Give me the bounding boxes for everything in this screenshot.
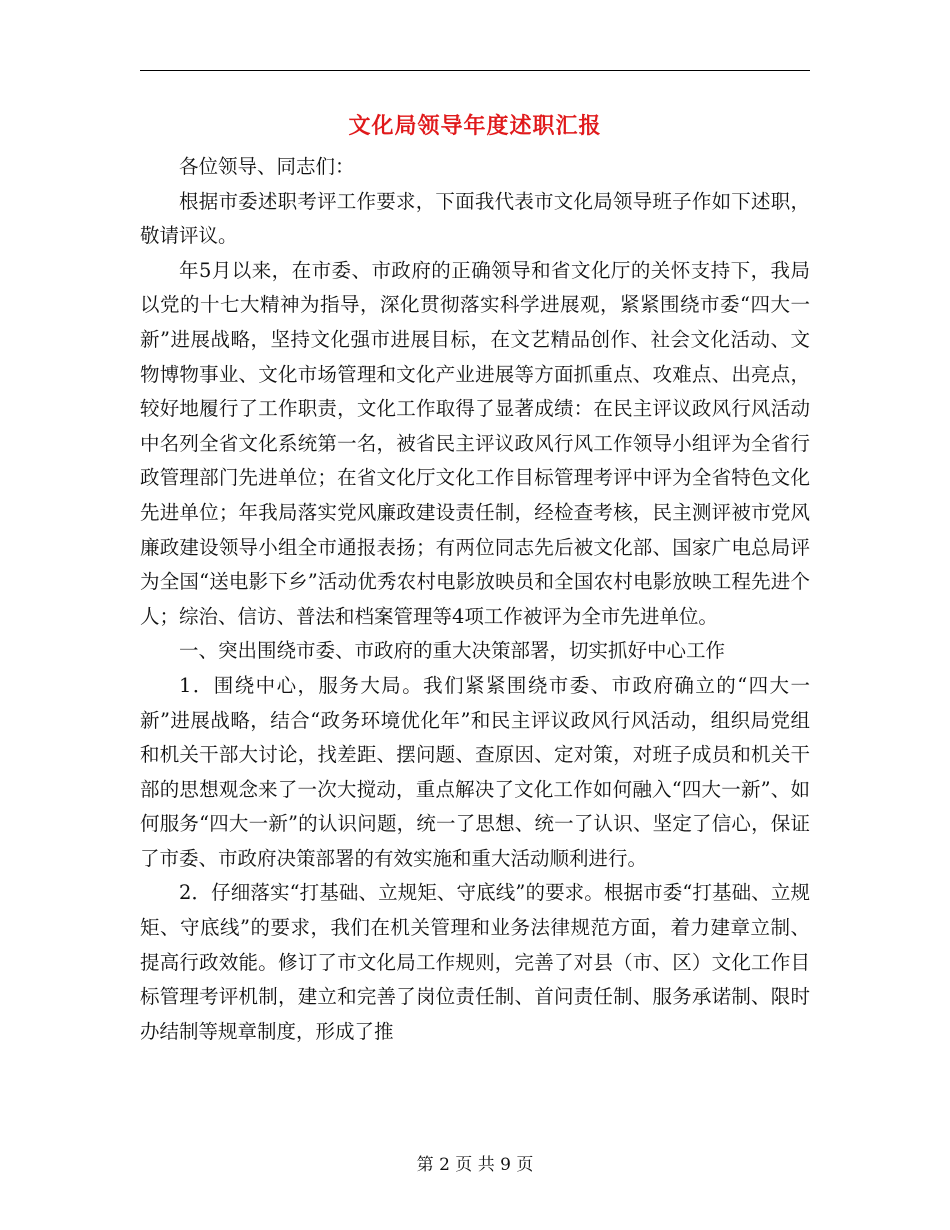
paragraph-intro: 根据市委述职考评工作要求，下面我代表市文化局领导班子作如下述职，敬请评议。 xyxy=(140,189,810,248)
header-rule xyxy=(140,70,810,71)
paragraph-salutation: 各位领导、同志们： xyxy=(179,155,355,178)
paragraph-item-1: 1．围绕中心，服务大局。我们紧紧围绕市委、市政府确立的“四大一新”进展战略，结合“政务环境优化年”和民主评议政风行风活动，组织局党组和机关干部大讨论，找差距、摆问题、查原因、定对策，对班子成员和机关干部的思想观念来了一次大搅动，重点解决了文化工作如何融入“四大一新”、如何服务“四大一新”的认识问题，统一了思想、统一了认识、坚定了信心，保证了市委、市政府决策部署的有效实施和重大活动顺利进行。 xyxy=(140,673,810,870)
paragraph-item-2: 2．仔细落实“打基础、立规矩、守底线”的要求。根据市委“打基础、立规矩、守底线”的要求，我们在机关管理和业务法律规范方面，着力建章立制、提高行政效能。修订了市文化局工作规则，完善了对县（市、区）文化工作目标管理考评机制，建立和完善了岗位责任制、首问责任制、服务承诺制、限时办结制等规章制度，形成了推 xyxy=(140,881,810,1043)
document-body xyxy=(140,150,810,1049)
section-heading-1: 一、突出围绕市委、市政府的重大决策部署，切实抓好中心工作 xyxy=(179,639,726,663)
page-number: 第 2 页 共 9 页 xyxy=(416,1155,534,1175)
paragraph-achievements: 年5月以来，在市委、市政府的正确领导和省文化厅的关怀支持下，我局以党的十七大精神为指导，深化贯彻落实科学进展观，紧紧围绕市委“四大一新”进展战略，坚持文化强市进展目标，在文艺精品创作、社会文化活动、文物博物事业、文化市场管理和文化产业进展等方面抓重点、攻难点、出亮点，较好地履行了工作职责，文化工作取得了显著成绩：在民主评议政风行风活动中名列全省文化系统第一名，被省民主评议政风行风工作领导小组评为全省行政管理部门先进单位；在省文化厅文化工作目标管理考评中评为全省特色文化先进单位；年我局落实党风廉政建设责任制，经检查考核，民主测评被市党风廉政建设领导小组全市通报表扬；有两位同志先后被文化部、国家广电总局评为全国“送电影下乡”活动优秀农村电影放映员和全国农村电影放映工程先进个人；综治、信访、普法和档案管理等4项工作被评为全市先进单位。 xyxy=(140,258,810,628)
document-title: 文化局领导年度述职汇报 xyxy=(348,113,602,139)
